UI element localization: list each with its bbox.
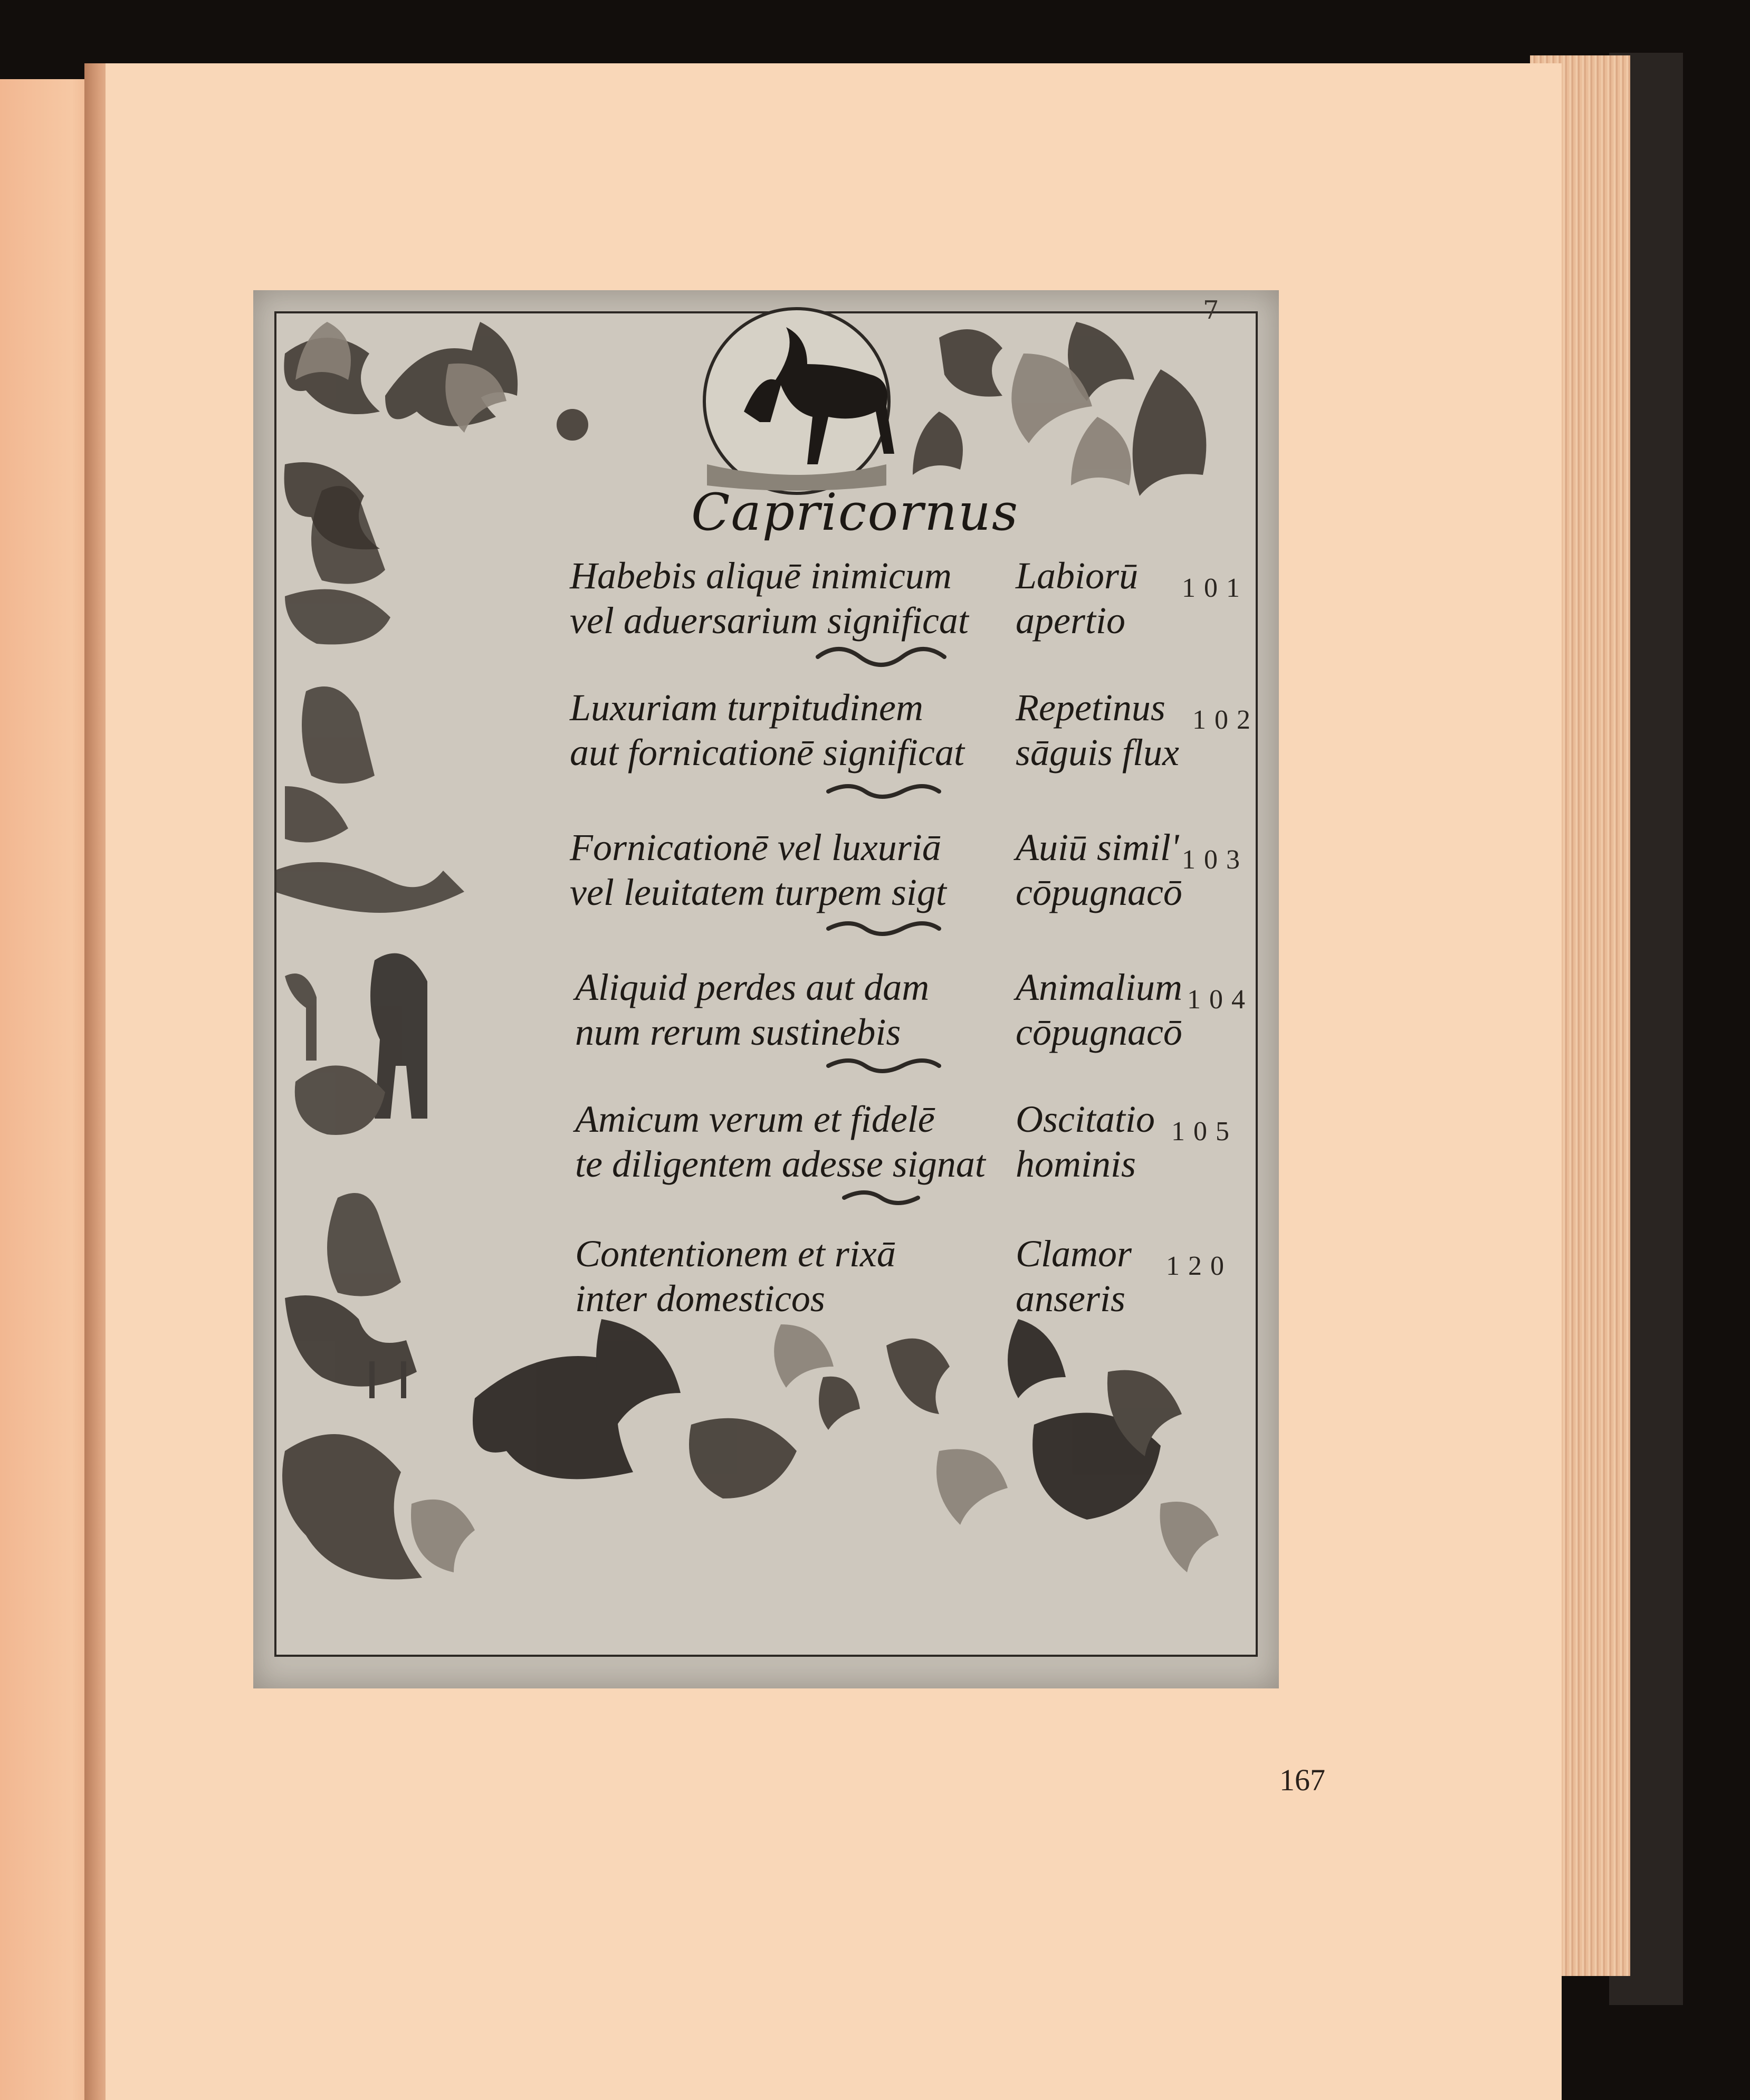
entry-number: 103 (1182, 845, 1248, 875)
entry-101 (0, 554, 1248, 660)
entry-number: 104 (1187, 985, 1254, 1015)
entry-number: 105 (1171, 1116, 1238, 1147)
entry-text-line1: Luxuriam turpitudinem (570, 686, 924, 729)
entry-right-line2: cōpugnacō (1016, 1011, 1182, 1053)
page-number: 167 (1279, 1763, 1325, 1797)
entry-number: 102 (1192, 705, 1259, 735)
entry-right-line2: sāguis flux (1016, 731, 1180, 774)
entry-text-line1: Amicum verum et fidelē (575, 1098, 935, 1140)
entry-right-line1: Clamor (1016, 1233, 1132, 1275)
capricorn-medallion (704, 309, 894, 493)
entry-text-line1: Aliquid perdes aut dam (575, 966, 930, 1008)
entry-text-line1: Contentionem et rixā (575, 1233, 896, 1275)
entry-right-line2: cōpugnacō (1016, 871, 1182, 913)
entry-number: 101 (1182, 573, 1248, 603)
entry-text-line1: Habebis aliquē inimicum (570, 555, 952, 597)
entry-103 (0, 826, 1248, 931)
entry-right-line2: hominis (1016, 1143, 1136, 1185)
manuscript-title: Capricornus (691, 483, 1019, 542)
entry-105 (0, 1097, 1238, 1203)
entry-text-line2: inter domesticos (575, 1277, 825, 1320)
entry-text-line2: aut fornicationē significat (570, 731, 964, 774)
entry-right-line1: Labiorū (1016, 555, 1139, 597)
entry-120 (0, 1232, 1232, 1338)
entry-text-line2: vel aduersarium significat (570, 599, 969, 642)
entry-text-line2: te diligentem adesse signat (575, 1143, 986, 1185)
entry-right-line1: Auiū simil' (1016, 826, 1179, 868)
entry-right-line1: Oscitatio (1016, 1098, 1155, 1140)
entry-104 (0, 966, 1254, 1071)
entry-right-line2: apertio (1016, 599, 1125, 642)
entry-number: 120 (1166, 1251, 1232, 1281)
folio-number: 7 (1203, 295, 1219, 325)
entry-text-line1: Fornicationē vel luxuriā (570, 826, 941, 868)
entry-102 (0, 686, 1259, 791)
entry-right-line2: anseris (1016, 1277, 1126, 1320)
entry-text-line2: num rerum sustinebis (575, 1011, 901, 1053)
entry-right-line1: Animalium (1016, 966, 1182, 1008)
entry-right-line1: Repetinus (1016, 686, 1165, 729)
entry-text-line2: vel leuitatem turpem sigt (570, 871, 946, 913)
